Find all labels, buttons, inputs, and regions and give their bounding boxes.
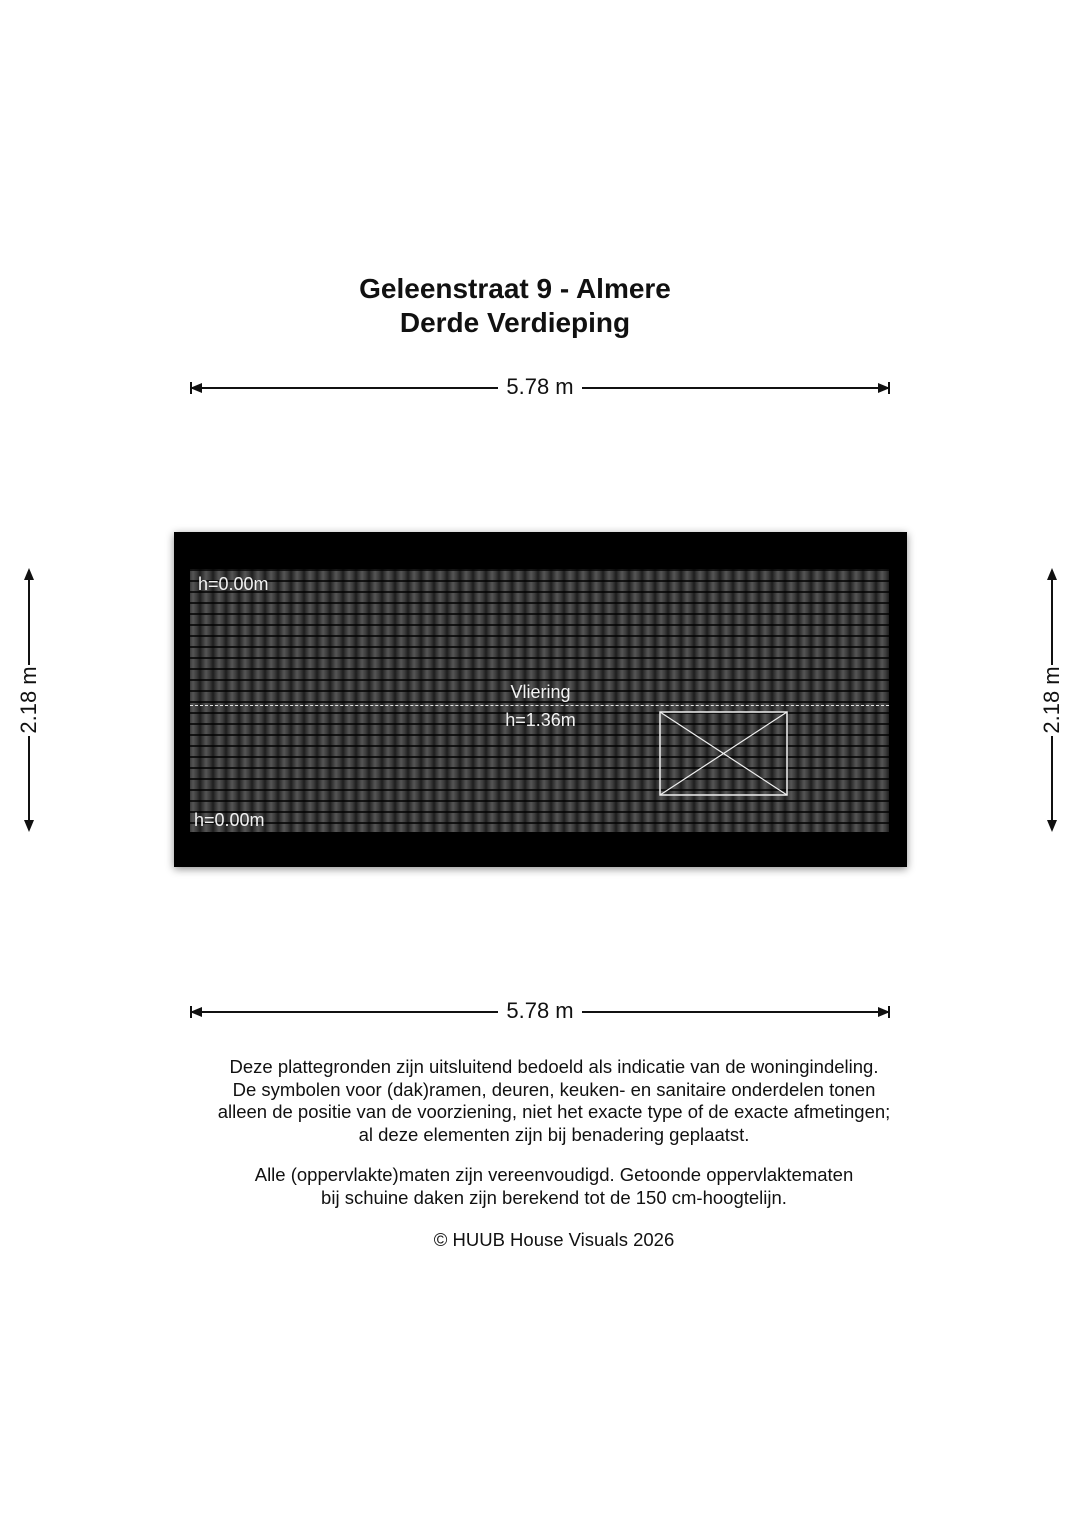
floor-plan — [174, 532, 907, 867]
plan-title-floor: Derde Verdieping — [399, 307, 631, 338]
dimension-line — [1051, 578, 1053, 665]
disclaimer-line: Deze plattegronden zijn uitsluitend bedoeld als indicatie van de woningindeling. — [229, 1056, 879, 1077]
top-width-dimension — [190, 374, 890, 399]
dimension-line — [28, 736, 30, 822]
top-width-label — [190, 373, 890, 401]
left-depth-label: 2.18 m — [16, 666, 41, 734]
roof-hatch-icon — [659, 711, 788, 796]
disclaimer-line: De symbolen voor (dak)ramen, deuren, keuken- en sanitaire onderdelen tonen — [232, 1078, 876, 1100]
disclaimer-line: bij schuine daken zijn berekend tot de 150 cm-hoogtelijn. — [321, 1186, 787, 1208]
right-depth-dimension — [1039, 568, 1064, 832]
arrow-down-icon — [24, 820, 34, 832]
disclaimer-paragraph-1 — [0, 1056, 1080, 1146]
room-name-label: Vliering — [510, 682, 571, 702]
arrow-down-icon — [1047, 820, 1057, 832]
copyright-notice: © HUUB House Visuals 2026 — [433, 1229, 675, 1250]
bottom-width-dimension — [190, 998, 890, 1023]
right-depth-label: 2.18 m — [1039, 666, 1064, 734]
top-width-value: 5.78 m — [498, 374, 581, 399]
disclaimer-line: al deze elementen zijn bij benadering geplaatst. — [358, 1123, 750, 1145]
ridge-line — [190, 705, 889, 706]
left-depth-dimension — [16, 568, 41, 832]
disclaimer-line: alleen de positie van de voorziening, niet het exacte type of de exacte afmetingen; — [217, 1101, 891, 1122]
disclaimer-paragraph-2 — [0, 1164, 1080, 1209]
bottom-width-label — [190, 997, 890, 1025]
dimension-line — [1051, 736, 1053, 822]
room-height-label: h=1.36m — [505, 710, 576, 730]
bottom-width-value: 5.78 m — [498, 998, 581, 1023]
plan-title-address: Geleenstraat 9 - Almere — [359, 273, 671, 304]
disclaimer-line: Alle (oppervlakte)maten zijn vereenvoudigd. Getoonde oppervlaktematen — [254, 1164, 854, 1185]
height-label-bottom: h=0.00m — [194, 810, 265, 830]
height-label-top: h=0.00m — [198, 574, 269, 594]
dimension-line — [28, 578, 30, 665]
